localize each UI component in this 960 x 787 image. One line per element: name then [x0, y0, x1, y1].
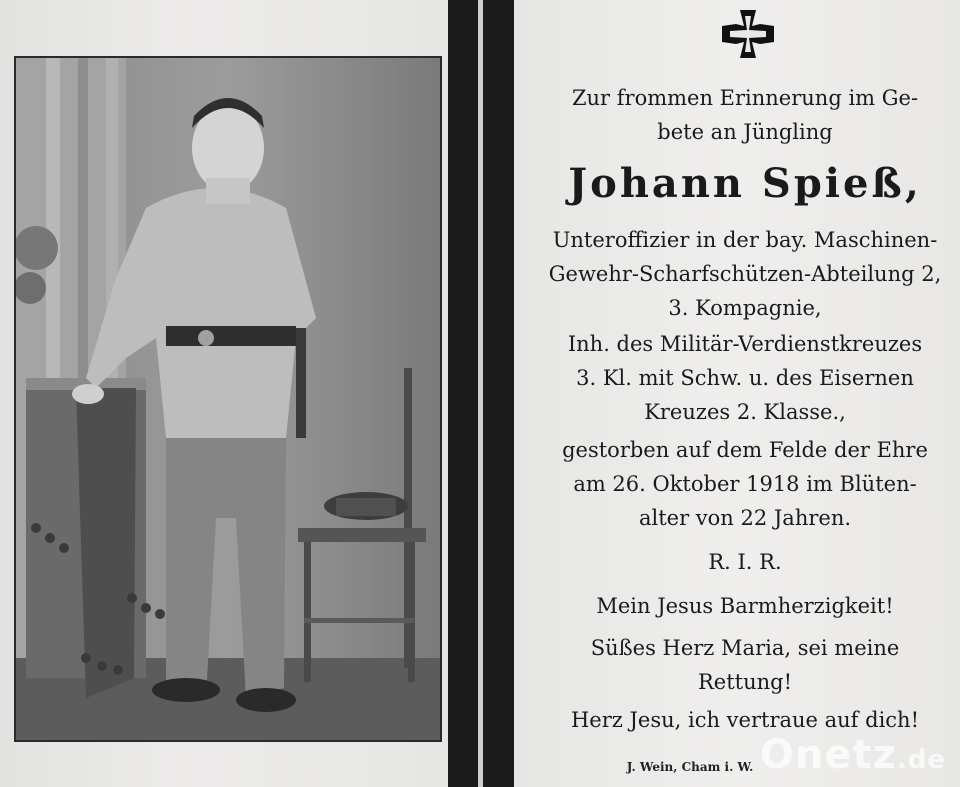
prayer-line-2: Süßes Herz Maria, sei meine	[590, 636, 900, 660]
rank-line-3: 3. Kompagnie,	[668, 296, 822, 320]
prayer-line-4: Herz Jesu, ich vertraue auf dich!	[570, 708, 920, 732]
death-line-1: gestorben auf dem Felde der Ehre	[562, 438, 928, 462]
printer-imprint: J. Wein, Cham i. W.	[626, 760, 754, 774]
watermark	[760, 732, 946, 778]
award-line-1: Inh. des Militär-Verdienstkreuzes	[567, 332, 923, 356]
prayer-line-1: Mein Jesus Barmherzigkeit!	[596, 594, 894, 618]
band-gap	[478, 0, 483, 787]
watermark-main: Onetz	[759, 732, 897, 778]
award-line-2: 3. Kl. mit Schw. u. des Eisernen	[576, 366, 914, 390]
award-line-3: Kreuzes 2. Klasse.,	[644, 400, 846, 424]
intro-line-1: Zur frommen Erinnerung im Ge-	[571, 86, 919, 110]
watermark-suffix: .de	[896, 745, 946, 775]
rank-line-1: Unteroffizier in der bay. Maschinen-	[552, 228, 938, 252]
soldier-photo	[14, 56, 442, 742]
photo-card	[0, 0, 448, 787]
intro-line-2: bete an Jüngling	[657, 120, 833, 144]
rir-line: R. I. R.	[708, 550, 782, 574]
mourning-band	[448, 0, 514, 787]
prayer-line-3: Rettung!	[697, 670, 793, 694]
rank-line-2: Gewehr-Scharfschützen-Abteilung 2,	[548, 262, 942, 286]
death-line-2: am 26. Oktober 1918 im Blüten-	[573, 472, 917, 496]
death-line-3: alter von 22 Jahren.	[638, 506, 852, 530]
deceased-name: Johann Spieß,	[568, 160, 922, 207]
iron-cross-icon	[720, 8, 776, 60]
